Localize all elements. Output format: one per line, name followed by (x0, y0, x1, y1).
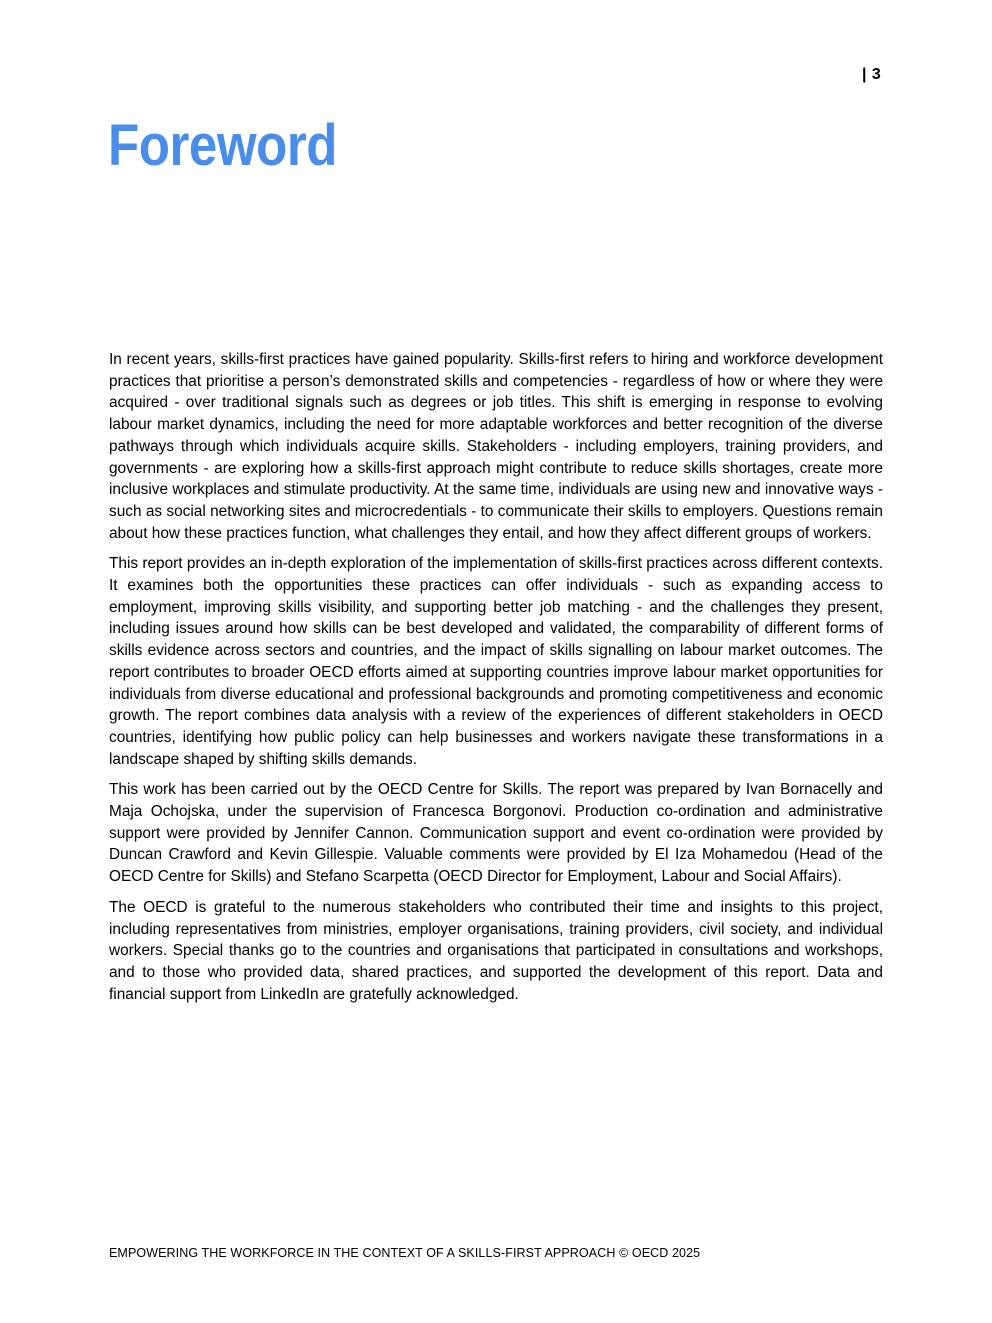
paragraph-1: In recent years, skills-first practices have gained popularity. Skills-first refers to hiring and workforce development practices that prioritise a person’s demonstrated skills and competencies - regardless of how or where they were acquired - over traditional signals such as degrees or job titles. This shift is emerging in response to evolving labour market dynamics, including the need for more adaptable workforces and better recognition of the diverse pathways through which individuals acquire skills. Stakeholders - including employers, training providers, and governments - are exploring how a skills-first approach might contribute to reduce skills shortages, create more inclusive workplaces and stimulate productivity. At the same time, individuals are using new and innovative ways - such as social networking sites and microcredentials - to communicate their skills to employers. Questions remain about how these practices function, what challenges they entail, and how they affect different groups of workers. (109, 351, 883, 542)
page-number: | 3 (862, 66, 882, 83)
page-title: Foreword (108, 113, 338, 178)
paragraph-2: This report provides an in-depth exploration of the implementation of skills-first practices across different contexts. It examines both the opportunities these practices can offer individuals - such as expanding access to employment, improving skills visibility, and supporting better job matching - and the challenges they present, including issues around how skills can be best developed and validated, the comparability of different forms of skills evidence across sectors and countries, and the impact of skills signalling on labour market outcomes. The report contributes to broader OECD efforts aimed at supporting countries improve labour market opportunities for individuals from diverse educational and professional backgrounds and promoting competitiveness and economic growth. The report combines data analysis with a review of the experiences of different stakeholders in OECD countries, identifying how public policy can help businesses and workers navigate these transformations in a landscape shaped by shifting skills demands. (109, 555, 883, 768)
page-footer: EMPOWERING THE WORKFORCE IN THE CONTEXT OF A SKILLS-FIRST APPROACH © OECD 2025 (109, 1246, 701, 1260)
paragraph-3: This work has been carried out by the OECD Centre for Skills. The report was prepared by Ivan Bornacelly and Maja Ochojska, under the supervision of Francesca Borgonovi. Production co-ordination and administrative support were provided by Jennifer Cannon. Communication support and event co-ordination were provided by Duncan Crawford and Kevin Gillespie. Valuable comments were provided by El Iza Mohamedou (Head of the OECD Centre for Skills) and Stefano Scarpetta (OECD Director for Employment, Labour and Social Affairs). (109, 781, 883, 886)
paragraph-4: The OECD is grateful to the numerous stakeholders who contributed their time and insights to this project, including representatives from ministries, employer organisations, training providers, civil society, and individual workers. Special thanks go to the countries and organisations that participated in consultations and workshops, and to those who provided data, shared practices, and supported the development of this report. Data and financial support from LinkedIn are gratefully acknowledged. (109, 898, 883, 1003)
body-text (109, 349, 883, 1014)
